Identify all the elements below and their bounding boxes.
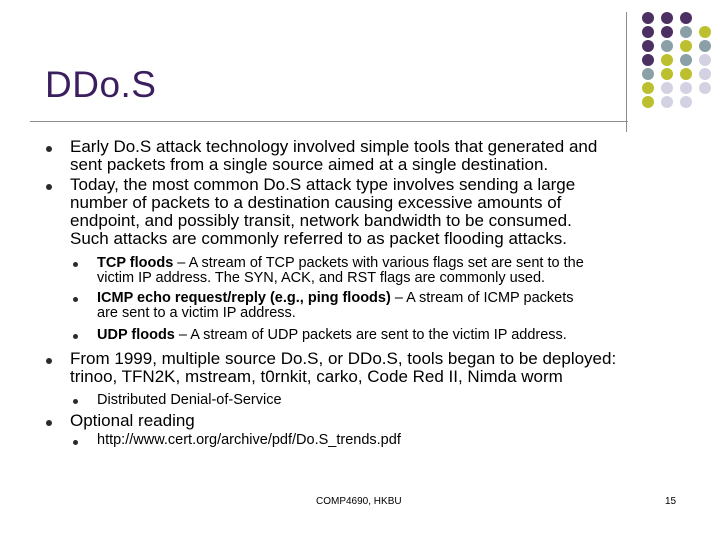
sub-bullet-dot [73, 440, 78, 445]
dot [642, 54, 654, 66]
term: UDP floods [97, 327, 175, 343]
dot [699, 82, 711, 94]
dot [680, 68, 692, 80]
dot [661, 68, 673, 80]
sub-bullet-ddos-definition [97, 393, 697, 408]
footer-page-number: 15 [665, 496, 677, 507]
dot [661, 12, 673, 24]
dot [680, 54, 692, 66]
dot [642, 40, 654, 52]
title-underline [30, 121, 628, 122]
slide-title: DDo.S [45, 64, 157, 105]
bullet-dot [46, 184, 52, 190]
dot [642, 26, 654, 38]
dot [699, 26, 711, 38]
term: ICMP echo request/reply (e.g., ping floods) [97, 290, 391, 306]
dot [680, 96, 692, 108]
dot [661, 82, 673, 94]
description: – A stream of ICMP packets [390, 290, 574, 306]
dot [680, 26, 692, 38]
dot [680, 40, 692, 52]
dot [699, 68, 711, 80]
bullet-text-line: sent packets from a single source aimed at a single destination. [70, 155, 549, 174]
footer-course: COMP4690, HKBU [316, 496, 402, 507]
sub-bullet-reading-link [97, 433, 697, 448]
sub-bullet-icmp-floods [97, 291, 697, 321]
bullet-dot [46, 146, 52, 152]
description: – A stream of UDP packets are sent to the victim IP address. [174, 327, 567, 343]
bullet-text-line: Early Do.S attack technology involved simple tools that generated and [70, 137, 598, 156]
bullet-text-line: number of packets to a destination causing excessive amounts of [70, 193, 562, 212]
dot [642, 96, 654, 108]
bullet-3 [70, 350, 690, 386]
description-cont: are sent to a victim IP address. [97, 305, 296, 321]
description-cont: victim IP address. The SYN, ACK, and RST flags are commonly used. [97, 270, 546, 286]
bullet-4 [70, 412, 690, 430]
dot [661, 54, 673, 66]
dot [661, 96, 673, 108]
dot [680, 82, 692, 94]
bullet-text-line: Today, the most common Do.S attack type involves sending a large [70, 175, 576, 194]
bullet-text-line: Such attacks are commonly referred to as packet flooding attacks. [70, 229, 568, 248]
sub-bullet-dot [73, 334, 78, 339]
sub-bullet-tcp-floods [97, 256, 697, 286]
sub-bullet-udp-floods [97, 328, 697, 343]
vertical-divider [626, 12, 627, 132]
dot [661, 26, 673, 38]
bullet-text-line: From 1999, multiple source Do.S, or DDo.S, tools began to be deployed: [70, 349, 617, 368]
sub-bullet-dot [73, 399, 78, 404]
dot [642, 68, 654, 80]
reading-url: http://www.cert.org/archive/pdf/Do.S_trends.pdf [97, 432, 401, 448]
dot [699, 54, 711, 66]
bullet-dot [46, 420, 52, 426]
bullet-dot [46, 358, 52, 364]
dot [661, 40, 673, 52]
bullet-1 [70, 138, 690, 174]
bullet-text-line: Optional reading [70, 411, 195, 430]
term: TCP floods [97, 255, 174, 271]
bullet-2 [70, 176, 690, 248]
description: – A stream of TCP packets with various flags set are sent to the [173, 255, 584, 271]
dot [642, 82, 654, 94]
dot [642, 12, 654, 24]
sub-bullet-text: Distributed Denial-of-Service [97, 392, 282, 408]
dot [680, 12, 692, 24]
bullet-text-line: trinoo, TFN2K, mstream, t0rnkit, carko, Code Red II, Nimda worm [70, 367, 563, 386]
sub-bullet-dot [73, 297, 78, 302]
bullet-text-line: endpoint, and possibly transit, network bandwidth to be consumed. [70, 211, 572, 230]
dot [699, 40, 711, 52]
sub-bullet-dot [73, 262, 78, 267]
